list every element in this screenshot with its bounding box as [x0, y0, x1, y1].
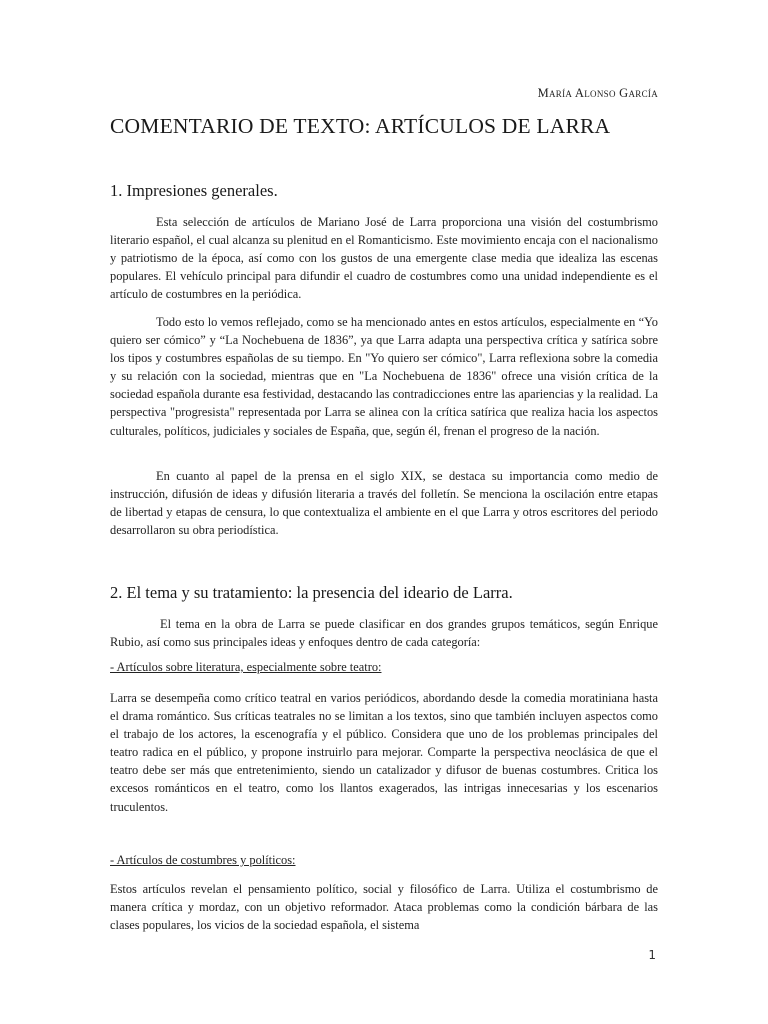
- section-1-heading: 1. Impresiones generales.: [110, 181, 278, 200]
- section-1-paragraph-1: Esta selección de artículos de Mariano José de Larra proporciona una visión del costumbrismo literario español, el cual alcanza su plenitud en el Romanticismo. Este movimiento encaja con el nacionalismo y patriotismo de la época, así como con los gustos de una emergente clase media que idealiza las escenas populares. El vehículo principal para difundir el cuadro de costumbres como una unidad independiente es el artículo de costumbres en la periódica.: [110, 215, 658, 302]
- author-name: María Alonso García: [537, 86, 658, 100]
- subsection-literature-text: Larra se desempeña como crítico teatral en varios periódicos, abordando desde la comedia moratiniana hasta el drama romántico. Sus críticas teatrales no se limitan a los textos, sino que también incluyen aspectos como el trabajo de los actores, la escenografía y el público. Considera que uno de los problemas principales del teatro radica en el público, y propone instruirlo para mejorar. Comparte la perspectiva neoclásica de que el teatro debe ser más que entretenimiento, siendo un catalizador y difusor de buenas costumbres. Critica los excesos románticos en el teatro, como los llantos exagerados, las intrigas innecesarias y los escenarios truculentos.: [110, 691, 658, 814]
- document-page: [110, 0, 658, 1024]
- section-2-heading: 2. El tema y su tratamiento: la presencia del ideario de Larra.: [110, 583, 513, 602]
- subsection-customs-text: Estos artículos revelan el pensamiento político, social y filosófico de Larra. Utiliza el costumbrismo de manera crítica y mordaz, con un objetivo reformador. Ataca problemas como la condición bárbara de las clases populares, los vicios de la sociedad española, el sistema: [110, 882, 658, 933]
- subsection-customs-heading: - Artículos de costumbres y políticos:: [110, 853, 296, 867]
- page-number: 1: [648, 948, 656, 962]
- section-1-paragraph-3: En cuanto al papel de la prensa en el siglo XIX, se destaca su importancia como medio de instrucción, difusión de ideas y difusión literaria a través del folletín. Se menciona la oscilación entre etapas de libertad y etapas de censura, lo que contextualiza el ambiente en el que Larra y otros escritores del periodo desarrollaron su obra periodística.: [110, 469, 658, 538]
- subsection-literature-heading: - Artículos sobre literatura, especialmente sobre teatro:: [110, 660, 382, 674]
- section-1-paragraph-2: Todo esto lo vemos reflejado, como se ha mencionado antes en estos artículos, especialmente en “Yo quiero ser cómico” y “La Nochebuena de 1836”, ya que Larra adapta una perspectiva crítica y satírica sobre los tipos y costumbres españolas de su tiempo. En "Yo quiero ser cómico", Larra reflexiona sobre la comedia y su relación con la sociedad, mientras que en "La Nochebuena de 1836" ofrece una visión crítica de la sociedad española durante esa festividad, destacando las contradicciones entre las apariencias y la realidad. La perspectiva "progresista" representada por Larra se alinea con la crítica satírica que realiza hacia los aspectos culturales, políticos, judiciales y sociales de España, que, según él, frenan el progreso de la nación.: [110, 315, 658, 438]
- section-2-intro: El tema en la obra de Larra se puede clasificar en dos grandes grupos temáticos, según Enrique Rubio, así como sus principales ideas y enfoques dentro de cada categoría:: [110, 617, 658, 650]
- document-title: COMENTARIO DE TEXTO: ARTÍCULOS DE LARRA: [110, 114, 611, 138]
